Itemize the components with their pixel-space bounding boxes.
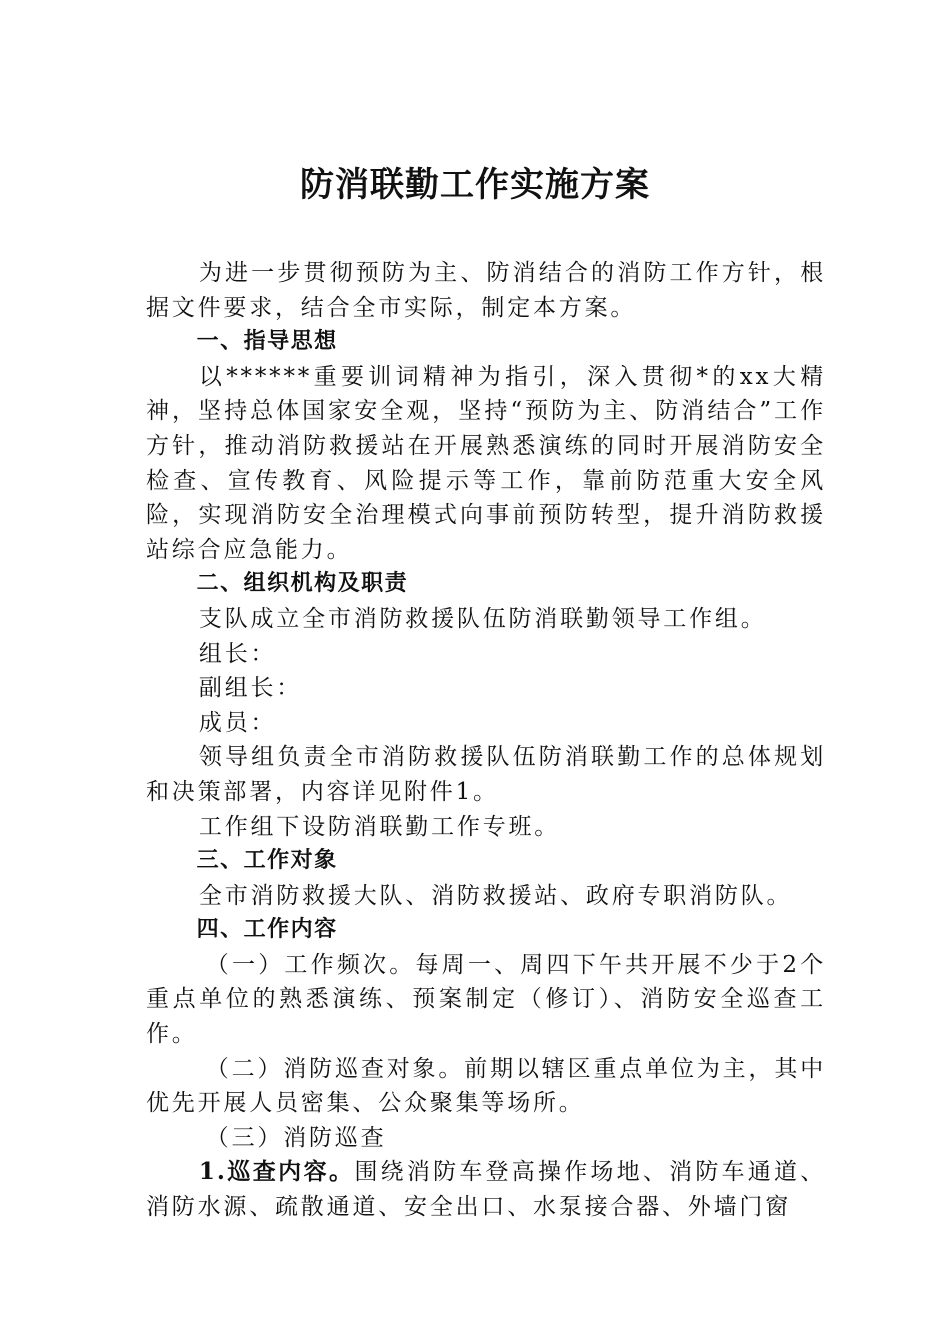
organization-members: 成员： (198, 709, 277, 736)
section-heading-guiding-ideology: 一、指导思想 (196, 329, 338, 355)
organization-paragraph-1: 支队成立全市消防救援队伍防消联勤领导工作组。 (198, 605, 767, 632)
section-heading-work-targets: 三、工作对象 (196, 848, 338, 874)
inspection-subheading: （三）消防巡查 (205, 1124, 387, 1151)
organization-deputy-leader: 副组长： (198, 675, 303, 702)
work-targets-paragraph: 全市消防救援大队、消防救援站、政府专职消防队。 (198, 882, 793, 909)
section-heading-work-content: 四、工作内容 (196, 917, 338, 943)
document-title: 防消联勤工作实施方案 (300, 165, 650, 205)
inspection-targets-paragraph: （二）消防巡查对象。前期以辖区重点单位为主，其中优先开展人员密集、公众聚集等场所。 (146, 1055, 826, 1117)
guiding-ideology-paragraph: 以******重要训词精神为指引，深入贯彻*的xx大精神，坚持总体国家安全观，坚持“预防为主、防消结合”工作方针，推动消防救援站在开展熟悉演练的同时开展消防安全检查、宣传教育、风险提示等工作，靠前防范重大安全风险，实现消防安全治理模式向事前预防转型，提升消防救援站综合应急能力。 (146, 363, 826, 563)
inspection-content-paragraph (146, 1155, 826, 1224)
organization-task-force: 工作组下设防消联勤工作专班。 (198, 813, 561, 840)
organization-responsibility: 领导组负责全市消防救援队伍防消联勤工作的总体规划和决策部署，内容详见附件1。 (146, 744, 826, 805)
document-body (146, 256, 826, 1225)
work-frequency-paragraph: （一）工作频次。每周一、周四下午共开展不少于2个重点单位的熟悉演练、预案制定（修订）、消防安全巡查工作。 (146, 951, 826, 1048)
inspection-content-lead: 1.巡查内容。 (198, 1158, 355, 1186)
section-heading-organization: 二、组织机构及职责 (196, 571, 409, 597)
organization-leader: 组长： (198, 640, 277, 667)
inspection-content-text: 围绕消防车登高操作场地、消防车通道、消防水源、疏散通道、安全出口、水泵接合器、外墙门窗 (146, 1159, 826, 1221)
intro-paragraph: 为进一步贯彻预防为主、防消结合的消防工作方针，根据文件要求，结合全市实际，制定本方案。 (146, 260, 826, 321)
